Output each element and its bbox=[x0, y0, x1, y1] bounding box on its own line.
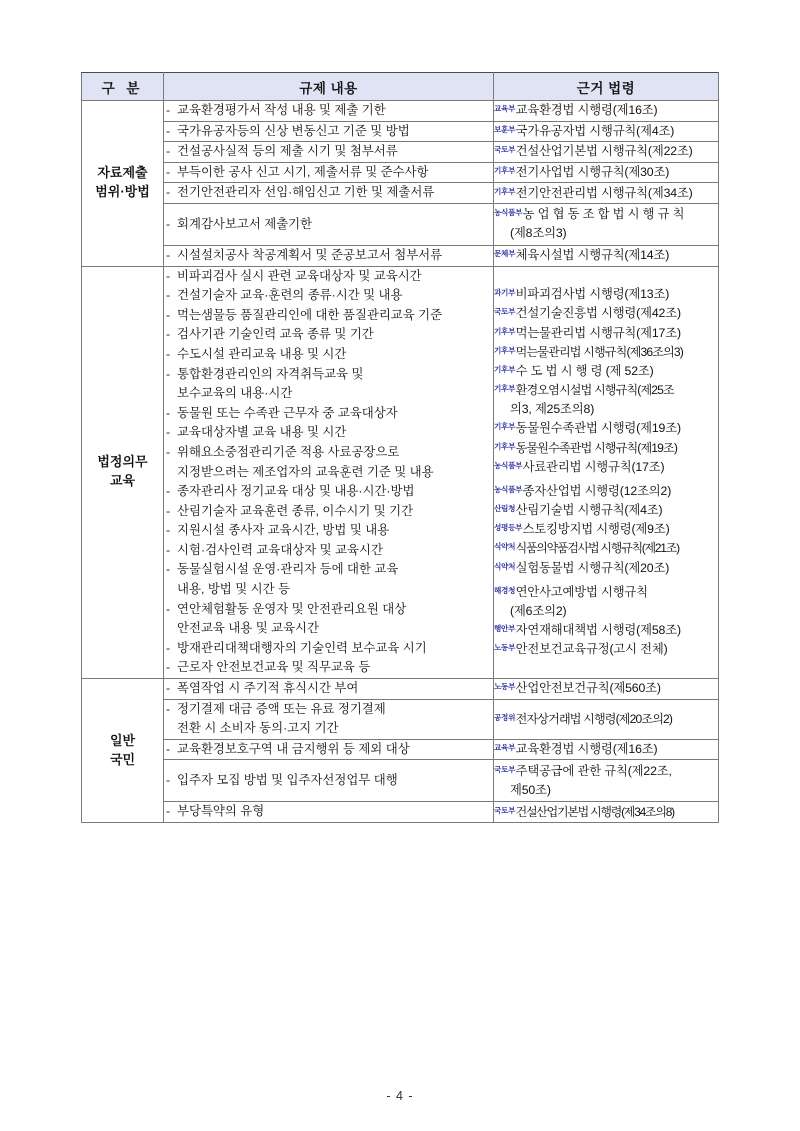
ministry-badge: 식약처 bbox=[494, 561, 516, 571]
regulation-content-line: - 폭염작업 시 주기적 휴식시간 부여 bbox=[164, 679, 493, 699]
regulation-content-line: - 종자관리사 정기교육 대상 및 내용·시간·방법 bbox=[164, 482, 493, 502]
table-row bbox=[82, 679, 719, 700]
ministry-badge: 노동부 bbox=[494, 682, 516, 692]
table-row bbox=[82, 203, 719, 245]
division-cell-2 bbox=[82, 266, 164, 678]
table-row bbox=[82, 142, 719, 163]
ministry-badge: 기후부 bbox=[494, 384, 516, 394]
regulation-content-line: - 국가유공자등의 신상 변동신고 기준 및 방법 bbox=[164, 122, 493, 142]
table-row bbox=[82, 101, 719, 122]
regulation-content-cell bbox=[164, 760, 494, 802]
division-label-line: 교육 bbox=[109, 473, 136, 489]
regulation-content-line: - 먹는샘물등 품질관리인에 대한 품질관리교육 기준 bbox=[164, 306, 493, 326]
division-label-line: 자료제출 bbox=[97, 165, 148, 181]
regulation-content-cell bbox=[164, 739, 494, 760]
legal-basis-line bbox=[494, 640, 718, 659]
ministry-badge: 해경청 bbox=[494, 585, 516, 595]
division-label-line: 법정의무 bbox=[97, 454, 148, 470]
law-name-text: 먹는물관리법 시행규칙(제36조의3) bbox=[515, 344, 683, 359]
ministry-badge: 산림청 bbox=[494, 504, 516, 514]
ministry-badge: 기후부 bbox=[494, 422, 516, 432]
legal-basis-line bbox=[494, 520, 718, 539]
table-body bbox=[82, 101, 719, 823]
legal-basis-cell bbox=[494, 739, 719, 760]
legal-basis-line bbox=[494, 583, 718, 602]
law-name-text: 교육환경법 시행령(제16조) bbox=[515, 103, 658, 118]
legal-basis-line-continued bbox=[494, 602, 718, 621]
regulation-content-line: - 지원시설 종사자 교육시간, 방법 및 내용 bbox=[164, 521, 493, 541]
legal-basis-cell bbox=[494, 699, 719, 739]
ministry-badge: 국토부 bbox=[494, 307, 516, 317]
law-name-text: 자연재해대책법 시행령(제58조) bbox=[515, 623, 681, 638]
ministry-badge: 국토부 bbox=[494, 764, 516, 774]
table-row bbox=[82, 162, 719, 183]
law-name-text: 체육시설법 시행규칙(제14조) bbox=[515, 248, 670, 263]
regulation-content-line-continued: 전환 시 소비자 동의·고지 기간 bbox=[177, 721, 339, 736]
law-name-text: 비파괴검사법 시행령(제13조) bbox=[515, 287, 670, 302]
regulation-content-line: - 산림기술자 교육훈련 종류, 이수시기 및 기간 bbox=[164, 502, 493, 522]
legal-basis-line bbox=[494, 539, 718, 558]
column-header-content: 규제 내용 bbox=[164, 73, 494, 101]
law-name-text: 건설산업기본법 시행령(제34조의8) bbox=[515, 804, 674, 819]
legal-basis-line bbox=[494, 439, 718, 458]
regulation-content-line: - 근로자 안전보건교육 및 직무교육 등 bbox=[164, 658, 493, 678]
law-name-text: 건설산업기본법 시행규칙(제22조) bbox=[515, 144, 693, 159]
ministry-badge: 교육부 bbox=[494, 743, 516, 753]
regulation-content-line: - 전기안전관리자 선임·해임신고 기한 및 제출서류 bbox=[164, 183, 493, 203]
regulation-content-line: - 부득이한 공사 신고 시기, 제출서류 및 준수사항 bbox=[164, 163, 493, 183]
regulation-content-cell bbox=[164, 802, 494, 823]
regulation-content-line: - 건설공사실적 등의 제출 시기 및 첨부서류 bbox=[164, 142, 493, 162]
legal-basis-line bbox=[494, 343, 718, 362]
ministry-badge: 기후부 bbox=[494, 345, 516, 355]
ministry-badge: 보훈부 bbox=[494, 124, 516, 134]
legal-basis-line bbox=[494, 381, 718, 400]
law-name-text: 환경오염시설법 시행규칙(제25조 bbox=[515, 383, 674, 398]
regulation-content-line-continued: 내용, 방법 및 시간 등 bbox=[177, 582, 290, 597]
legal-basis-line bbox=[494, 324, 718, 343]
legal-basis-cell bbox=[494, 679, 719, 700]
ministry-badge: 농식품부 bbox=[494, 484, 523, 494]
ministry-badge: 농식품부 bbox=[494, 208, 523, 218]
legal-basis-line bbox=[494, 762, 718, 781]
law-name-text: 안전보건교육규정(고시 전체) bbox=[515, 642, 668, 657]
law-name-text: 실험동물법 시행규칙(제20조) bbox=[515, 560, 670, 575]
law-name-text: 수 도 법 시 행 령 (제 52조) bbox=[515, 363, 654, 378]
legal-basis-cell bbox=[494, 121, 719, 142]
regulation-content-line: - 연안체험활동 운영자 및 안전관리요원 대상 bbox=[164, 600, 493, 620]
regulation-content-line-continued: 안전교육 내용 및 교육시간 bbox=[177, 621, 319, 636]
column-header-division: 구 분 bbox=[82, 73, 164, 101]
regulation-content-cell bbox=[164, 245, 494, 266]
regulation-content-line: - 부당특약의 유형 bbox=[164, 802, 493, 822]
regulation-content-cell bbox=[164, 203, 494, 245]
law-name-text: 농 업 협 동 조 합 법 시 행 규 칙 bbox=[522, 207, 685, 222]
law-name-text: 제50조) bbox=[510, 782, 551, 797]
table-row bbox=[82, 183, 719, 204]
regulation-content-line: - 비파괴검사 실시 관련 교육대상자 및 교육시간 bbox=[164, 267, 493, 287]
law-name-text: 건설기술진흥법 시행령(제42조) bbox=[515, 306, 681, 321]
regulation-content-line: - 교육대상자별 교육 내용 및 시간 bbox=[164, 423, 493, 443]
legal-basis-line bbox=[494, 163, 718, 182]
law-name-text: 주택공급에 관한 규칙(제22조, bbox=[515, 763, 672, 778]
regulation-content-cell bbox=[164, 101, 494, 122]
ministry-badge: 성평등부 bbox=[494, 523, 523, 533]
division-label-line: 범위·방법 bbox=[95, 184, 150, 200]
legal-basis-line bbox=[494, 304, 718, 323]
law-name-text: (제6조의2) bbox=[510, 603, 567, 618]
ministry-badge: 식약처 bbox=[494, 542, 516, 552]
ministry-badge: 행안부 bbox=[494, 624, 516, 634]
regulation-content-cell bbox=[164, 142, 494, 163]
law-name-text: 연안사고예방법 시행규칙 bbox=[515, 584, 648, 599]
legal-basis-cell bbox=[494, 162, 719, 183]
regulation-content-line: - 방재관리대책대행자의 기술인력 보수교육 시기 bbox=[164, 639, 493, 659]
legal-basis-cell bbox=[494, 203, 719, 245]
legal-basis-line bbox=[494, 101, 718, 120]
law-name-text: 국가유공자법 시행규칙(제4조) bbox=[515, 123, 675, 138]
law-name-text: 의3, 제25조의8) bbox=[510, 402, 595, 417]
legal-basis-line bbox=[494, 142, 718, 161]
law-name-text: 종자산업법 시행령(12조의2) bbox=[522, 483, 672, 498]
legal-basis-line bbox=[494, 122, 718, 141]
ministry-badge: 농식품부 bbox=[494, 460, 523, 470]
regulation-content-cell bbox=[164, 679, 494, 700]
legal-basis-line bbox=[494, 710, 718, 729]
ministry-badge: 기후부 bbox=[494, 441, 516, 451]
legal-basis-line bbox=[494, 458, 718, 477]
regulation-content-line: - 시설설치공사 착공계획서 및 준공보고서 첨부서류 bbox=[164, 246, 493, 266]
legal-basis-line-continued bbox=[494, 400, 718, 419]
regulation-content-line-continued: 지정받으려는 제조업자의 교육훈련 기준 및 내용 bbox=[177, 464, 434, 479]
law-name-text: (제8조의3) bbox=[510, 226, 567, 241]
legal-basis-line bbox=[494, 419, 718, 438]
column-header-law: 근거 법령 bbox=[494, 73, 719, 101]
division-cell-1 bbox=[82, 101, 164, 267]
table-row bbox=[82, 739, 719, 760]
ministry-badge: 기후부 bbox=[494, 186, 516, 196]
table-row bbox=[82, 802, 719, 823]
legal-basis-cell bbox=[494, 183, 719, 204]
law-name-text: 동물원수족관법 시행규칙(제19조) bbox=[515, 440, 678, 455]
legal-basis-line bbox=[494, 205, 718, 224]
regulation-content-line: - 정기결제 대금 증액 또는 유료 정기결제 bbox=[164, 700, 493, 720]
regulation-content-line-continued: 보수교육의 내용·시간 bbox=[177, 386, 293, 401]
law-name-text: 산림기술법 시행규칙(제4조) bbox=[515, 503, 663, 518]
table-head bbox=[82, 73, 719, 101]
ministry-badge: 과기부 bbox=[494, 288, 516, 298]
ministry-badge: 교육부 bbox=[494, 104, 516, 114]
legal-basis-line-continued bbox=[494, 224, 718, 243]
ministry-badge: 국토부 bbox=[494, 145, 516, 155]
regulation-content-cell bbox=[164, 121, 494, 142]
regulation-content-line: - 수도시설 관리교육 내용 및 시간 bbox=[164, 345, 493, 365]
page-number: - 4 - bbox=[386, 1089, 414, 1103]
legal-basis-line bbox=[494, 679, 718, 698]
ministry-badge: 노동부 bbox=[494, 643, 516, 653]
legal-basis-line bbox=[494, 184, 718, 203]
legal-basis-cell bbox=[494, 142, 719, 163]
regulation-content-line: - 교육환경보호구역 내 금지행위 등 제외 대상 bbox=[164, 740, 493, 760]
legal-basis-cell bbox=[494, 802, 719, 823]
regulation-content-cell bbox=[164, 266, 494, 678]
legal-basis-line-continued bbox=[494, 781, 718, 800]
law-name-text: 식품의약품검사법 시행규칙(제21조) bbox=[515, 541, 679, 556]
table-row bbox=[82, 245, 719, 266]
ministry-badge: 기후부 bbox=[494, 326, 516, 336]
legal-basis-line bbox=[494, 621, 718, 640]
division-cell-3 bbox=[82, 679, 164, 823]
division-label-line: 국민 bbox=[109, 751, 136, 767]
legal-basis-cell bbox=[494, 245, 719, 266]
ministry-badge: 문체부 bbox=[494, 249, 516, 259]
law-name-text: 동물원수족관법 시행령(제19조) bbox=[515, 421, 681, 436]
law-name-text: 먹는물관리법 시행규칙(제17조) bbox=[515, 325, 681, 340]
law-name-text: 전자상거래법 시행령(제20조의2) bbox=[515, 711, 673, 726]
regulation-content-line: - 시험·검사인력 교육대상자 및 교육시간 bbox=[164, 541, 493, 561]
legal-basis-line bbox=[494, 501, 718, 520]
ministry-badge: 공정위 bbox=[494, 712, 516, 722]
regulation-content-line: - 검사기관 기술인력 교육 종류 및 기간 bbox=[164, 325, 493, 345]
law-name-text: 산업안전보건규칙(제560조) bbox=[515, 681, 661, 696]
regulation-content-line: - 회계감사보고서 제출기한 bbox=[164, 215, 493, 235]
regulation-content-cell bbox=[164, 162, 494, 183]
ministry-badge: 기후부 bbox=[494, 165, 516, 175]
legal-basis-line bbox=[494, 482, 718, 501]
legal-basis-cell bbox=[494, 101, 719, 122]
regulation-content-line: - 동물원 또는 수족관 근무자 중 교육대상자 bbox=[164, 404, 493, 424]
table-row bbox=[82, 121, 719, 142]
table-row bbox=[82, 760, 719, 802]
regulation-content-line: - 건설기술자 교육·훈련의 종류·시간 및 내용 bbox=[164, 286, 493, 306]
law-name-text: 전기안전관리법 시행규칙(제34조) bbox=[515, 185, 693, 200]
legal-basis-cell bbox=[494, 760, 719, 802]
regulation-content-line: - 교육환경평가서 작성 내용 및 제출 기한 bbox=[164, 101, 493, 121]
legal-basis-line bbox=[494, 362, 718, 381]
legal-basis-line bbox=[494, 740, 718, 759]
legal-basis-cell bbox=[494, 266, 719, 678]
table-row bbox=[82, 266, 719, 678]
legal-basis-line bbox=[494, 246, 718, 265]
law-name-text: 교육환경법 시행령(제16조) bbox=[515, 742, 658, 757]
law-name-text: 사료관리법 시행규칙(17조) bbox=[522, 459, 665, 474]
law-name-text: 스토킹방지법 시행령(제9조) bbox=[522, 522, 670, 537]
legal-basis-line bbox=[494, 803, 718, 822]
regulation-content-line: - 동물실험시설 운영·관리자 등에 대한 교육 bbox=[164, 560, 493, 580]
table-header-row bbox=[82, 73, 719, 101]
regulation-content-line: - 입주자 모집 방법 및 입주자선정업무 대행 bbox=[164, 771, 493, 791]
regulation-content-cell bbox=[164, 699, 494, 739]
regulation-table bbox=[81, 72, 719, 823]
regulation-content-cell bbox=[164, 183, 494, 204]
table-row bbox=[82, 699, 719, 739]
regulation-content-line: - 통합환경관리인의 자격취득교육 및 bbox=[164, 365, 493, 385]
legal-basis-line bbox=[494, 559, 718, 578]
law-name-text: 전기사업법 시행규칙(제30조) bbox=[515, 164, 670, 179]
division-label-line: 일반 bbox=[109, 732, 136, 748]
legal-basis-line bbox=[494, 285, 718, 304]
regulation-content-line: - 위해요소중점관리기준 적용 사료공장으로 bbox=[164, 443, 493, 463]
ministry-badge: 기후부 bbox=[494, 364, 516, 374]
ministry-badge: 국토부 bbox=[494, 805, 516, 815]
